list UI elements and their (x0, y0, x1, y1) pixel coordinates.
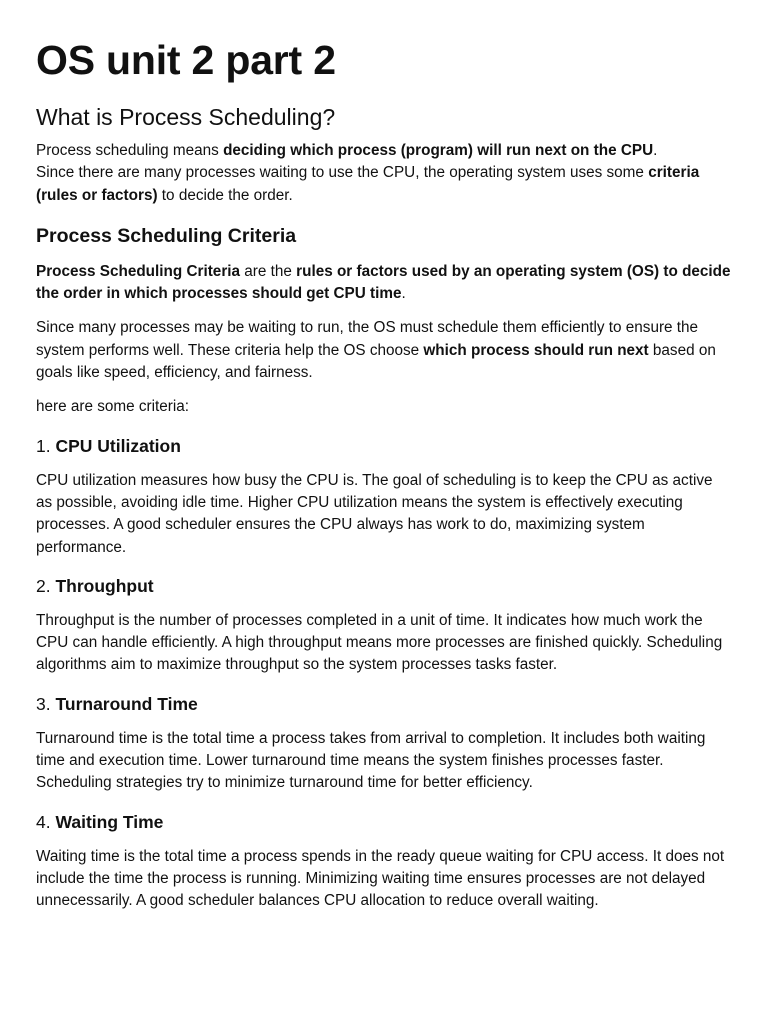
criterion-number: 1. (36, 435, 51, 456)
section-heading-criteria: Process Scheduling Criteria (36, 224, 297, 247)
criterion-name: Waiting Time (55, 811, 164, 832)
lead-in-paragraph: here are some criteria: (36, 398, 190, 416)
definition-term: Process Scheduling Criteria (36, 262, 241, 280)
efficiency-bold: which process should run next (423, 341, 649, 359)
criterion-description-turnaround-time: Turnaround time is the total time a process takes from arrival to completion. It includes both waiting time and execution time. Lower turnaround time means the system finishes processes faster. Scheduling strategies try to minimize turnaround time for better efficiency. (36, 729, 706, 792)
intro-text-end: . (653, 142, 658, 159)
criterion-heading-turnaround-time (36, 692, 732, 716)
criterion-description-waiting-time: Waiting time is the total time a process spends in the ready queue waiting for CPU access. It does not include the time the process is running. Minimizing waiting time ensures processes are not delayed unnecessarily. A good scheduler balances CPU allocation to reduce overall waiting. (36, 847, 725, 910)
efficiency-paragraph (36, 317, 732, 384)
page-subtitle: What is Process Scheduling? (36, 104, 336, 130)
criterion-number: 2. (36, 575, 51, 596)
criterion-name: CPU Utilization (55, 435, 181, 456)
intro-bold-criteria: criteria (rules or factors) (36, 164, 700, 204)
efficiency-text: Since many processes may be waiting to run, the OS must schedule them efficiently to ensure the system performs well. These criteria help the OS choose (36, 319, 699, 359)
criterion-description-cpu-utilization: CPU utilization measures how busy the CPU is. The goal of scheduling is to keep the CPU as active as possible, avoiding idle time. Higher CPU utilization means the system is effectively executing processes. A good scheduler ensures the CPU always has work to do, maximizing system performance. (36, 471, 713, 556)
intro-text-second: Since there are many processes waiting to use the CPU, the operating system uses some (36, 164, 649, 182)
intro-bold-text: deciding which process (program) will run next on the CPU (223, 142, 654, 159)
criterion-number: 4. (36, 811, 51, 832)
criterion-number: 3. (36, 693, 51, 714)
criterion-heading-throughput (36, 574, 732, 598)
efficiency-text-end: based on goals like speed, efficiency, and fairness. (36, 341, 716, 382)
definition-body: rules or factors used by an operating system (OS) to decide the order in which processes should get CPU time (36, 262, 731, 303)
criterion-name: Turnaround Time (55, 693, 198, 714)
criterion-heading-waiting-time (36, 810, 732, 834)
definition-paragraph (36, 261, 732, 306)
definition-connector: are the (240, 262, 297, 280)
definition-end: . (401, 285, 406, 303)
intro-text: Process scheduling means (36, 142, 224, 159)
criterion-description-throughput: Throughput is the number of processes completed in a unit of time. It indicates how much work the CPU can handle efficiently. A high throughput means more processes are finished quickly. Scheduling algorithms aim to maximize throughput so the system processes tasks faster. (36, 611, 723, 674)
intro-text-second-end: to decide the order. (157, 186, 293, 204)
intro-paragraph (36, 140, 732, 207)
criterion-heading-cpu-utilization (36, 434, 732, 458)
criterion-name: Throughput (55, 575, 154, 596)
page-title: OS unit 2 part 2 (36, 37, 336, 83)
